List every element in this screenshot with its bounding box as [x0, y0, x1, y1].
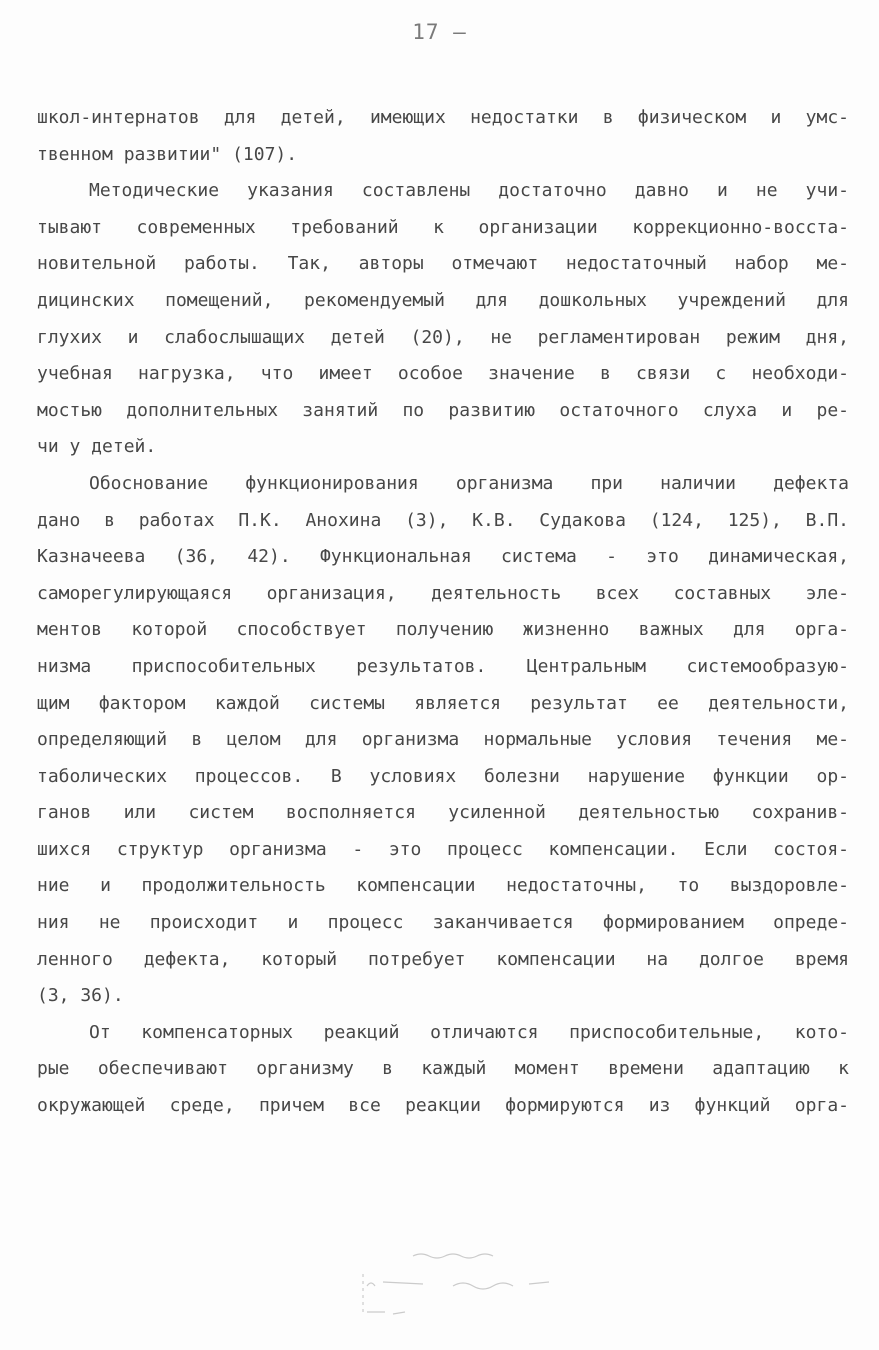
text-line: учебная нагрузка, что имеет особое значение в связи с необходи- — [37, 363, 849, 385]
text-line: твенном развитии" (107). — [37, 143, 298, 165]
text-line: таболических процессов. В условиях болезни нарушение функции ор- — [37, 765, 849, 787]
text-line: шихся структур организма - это процесс компенсации. Если состоя- — [37, 838, 849, 860]
text-line: новительной работы. Так, авторы отмечают недостаточный набор ме- — [37, 253, 849, 275]
text-line: рые обеспечивают организму в каждый момент времени адаптацию к — [37, 1058, 849, 1080]
text-line: школ-интернатов для детей, имеющих недостатки в физическом и умс- — [37, 107, 849, 128]
page-number: 17 – — [412, 20, 467, 44]
text-line: глухих и слабослышащих детей (20), не регламентирован режим дня, — [37, 326, 849, 348]
text-line: определяющий в целом для организма нормальные условия течения ме- — [37, 729, 849, 751]
text-line: ние и продолжительность компенсации недостаточны, то выздоровле- — [37, 875, 849, 897]
text-line: ганов или систем восполняется усиленной деятельностью сохранив- — [37, 802, 849, 824]
text-line: От компенсаторных реакций отличаются приспособительные, кото- — [89, 1021, 849, 1043]
stamp-graphic — [353, 1242, 583, 1337]
text-line: мостью дополнительных занятий по развитию остаточного слуха и ре- — [37, 399, 849, 421]
text-line: Казначеева (36, 42). Функциональная система - это динамическая, — [37, 546, 849, 568]
text-line: ментов которой способствует получению жизненно важных для орга- — [37, 619, 849, 641]
text-line: Обоснование функционирования организма при наличии дефекта — [89, 472, 849, 494]
library-stamp — [353, 1242, 583, 1337]
text-line: Методические указания составлены достаточно давно и не учи- — [89, 180, 849, 202]
body-text — [37, 100, 849, 1125]
text-line: дано в работах П.К. Анохина (3), К.В. Судакова (124, 125), В.П. — [37, 509, 849, 531]
text-line: (3, 36). — [37, 985, 124, 1007]
text-line: саморегулирующаяся организация, деятельность всех составных эле- — [37, 582, 849, 604]
text-line: дицинских помещений, рекомендуемый для дошкольных учреждений для — [37, 289, 849, 311]
text-line: ленного дефекта, который потребует компенсации на долгое время — [37, 948, 849, 970]
text-line: окружающей среде, причем все реакции формируются из функций орга- — [37, 1095, 849, 1117]
text-line: низма приспособительных результатов. Центральным системообразую- — [37, 655, 849, 677]
text-line: щим фактором каждой системы является результат ее деятельности, — [37, 692, 849, 714]
text-line: чи у детей. — [37, 436, 157, 458]
text-line: ния не происходит и процесс заканчивается формированием опреде- — [37, 912, 849, 934]
text-line: тывают современных требований к организации коррекционно-восста- — [37, 216, 849, 238]
